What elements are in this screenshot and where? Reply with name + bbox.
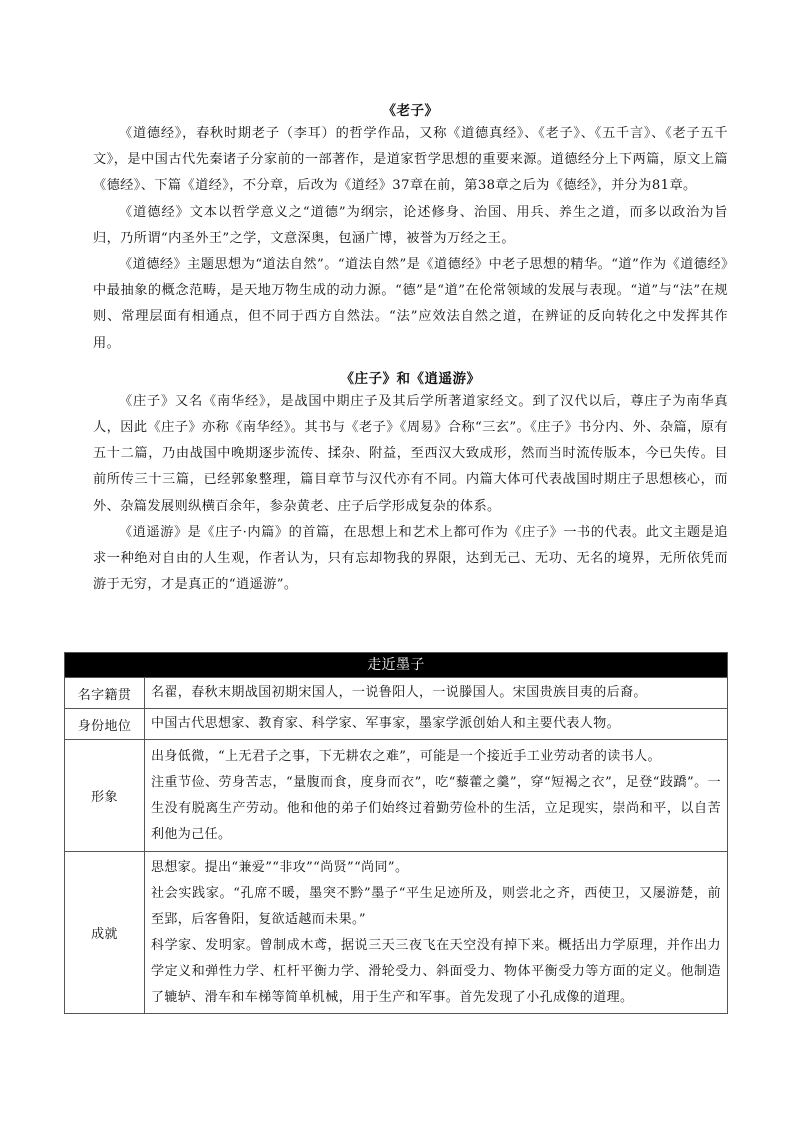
- table-row: [65, 740, 728, 852]
- laozi-paragraph-3: 《道德经》主题思想为“道法自然”。“道法自然”是《道德经》中老子思想的精华。“道”作为《道德经》中最抽象的概念范畴，是天地万物生成的动力源。“德”是“道”在伦常领域的发展与表现。“道”与“法”在规则、常理层面有相通点，但不同于西方自然法。“法”应效法自然之道，在辨证的反向转化之中发挥其作用。: [93, 257, 728, 351]
- row-text: 注重节俭、劳身苦志，“量腹而食，度身而衣”，吃“藜藿之羹”，穿“短褐之衣”，足登“跂蹻”。一生没有脱离生产劳动。他和他的弟子们始终过着勤劳俭朴的生活，立足现实，崇尚和平，以自苦利他为己任。: [151, 774, 721, 842]
- row-label-identity: 身份地位: [65, 709, 145, 740]
- row-text: 中国古代思想家、教育家、科学家、军事家，墨家学派创始人和主要代表人物。: [151, 716, 621, 731]
- row-text: 名翟，春秋末期战国初期宋国人，一说鲁阳人，一说滕国人。宋国贵族目夷的后裔。: [151, 685, 647, 700]
- row-text: 社会实践家。“孔席不暖，墨突不黔”墨子“平生足迹所及，则尝北之齐，西使卫，又屡游楚，前至郢，后客鲁阳，复欲适越而未果。”: [151, 885, 721, 927]
- laozi-title: 《老子》: [382, 103, 439, 119]
- row-body-name-origin: [145, 678, 728, 709]
- zhuangzi-title: 《庄子》和《逍遥游》: [340, 370, 481, 387]
- table-header: 走近墨子: [65, 653, 728, 678]
- zhuangzi-paragraph-1: 《庄子》又名《南华经》，是战国中期庄子及其后学所著道家经文。到了汉代以后，尊庄子为南华真人，因此《庄子》亦称《南华经》。其书与《老子》《周易》合称“三玄”。《庄子》书分内、外、杂篇，原有五十二篇，乃由战国中晚期逐步流传、揉杂、附益，至西汉大致成形，然而当时流传版本，今已失传。目前所传三十三篇，已经郭象整理，篇目章节与汉代亦有不同。内篇大体可代表战国时期庄子思想核心，而外、杂篇发展则纵横百余年，参杂黄老、庄子后学形成复杂的体系。: [93, 393, 728, 514]
- row-label-name-origin: 名字籍贯: [65, 678, 145, 709]
- row-text: 科学家、发明家。曾制成木鸢，据说三天三夜飞在天空没有掉下来。概括出力学原理，并作出力学定义和弹性力学、杠杆平衡力学、滑轮受力、斜面受力、物体平衡受力等方面的定义。他制造了辘轳、滑车和车梯等简单机械，用于生产和军事。首先发现了小孔成像的道理。: [151, 937, 721, 1005]
- text-body: [93, 101, 728, 598]
- row-label-image: 形象: [65, 740, 145, 852]
- row-text: 思想家。提出“兼爱”“非攻”“尚贤”“尚同”。: [151, 859, 409, 875]
- mozi-table: [64, 652, 728, 1014]
- laozi-paragraph-1: 《道德经》，春秋时期老子（李耳）的哲学作品，又称《道德真经》、《老子》、《五千言》、《老子五千文》，是中国古代先秦诸子分家前的一部著作，是道家哲学思想的重要来源。道德经分上下两篇，原文上篇《德经》、下篇《道经》，不分章，后改为《道经》37章在前，第38章之后为《德经》，并分为81章。: [93, 126, 728, 194]
- table-header-row: [65, 653, 728, 678]
- row-text: 出身低微，“上无君子之事，下无耕农之难”，可能是一个接近手工业劳动者的读书人。: [151, 748, 661, 764]
- table-row: [65, 852, 728, 1014]
- laozi-paragraph-2: 《道德经》文本以哲学意义之“道德”为纲宗，论述修身、治国、用兵、养生之道，而多以政治为旨归，乃所谓“内圣外王”之学，文意深奥，包涵广博，被誉为万经之王。: [93, 204, 728, 246]
- row-label-achievement: 成就: [65, 852, 145, 1014]
- row-body-image: [145, 740, 728, 852]
- table-row: [65, 709, 728, 740]
- row-body-achievement: [145, 852, 728, 1014]
- row-body-identity: [145, 709, 728, 740]
- zhuangzi-paragraph-2: 《逍遥游》是《庄子·内篇》的首篇，在思想上和艺术上都可作为《庄子》一书的代表。此文主题是追求一种绝对自由的人生观，作者认为，只有忘却物我的界限，达到无己、无功、无名的境界，无所依凭而游于无穷，才是真正的“逍遥游”。: [93, 524, 728, 593]
- table-row: [65, 678, 728, 709]
